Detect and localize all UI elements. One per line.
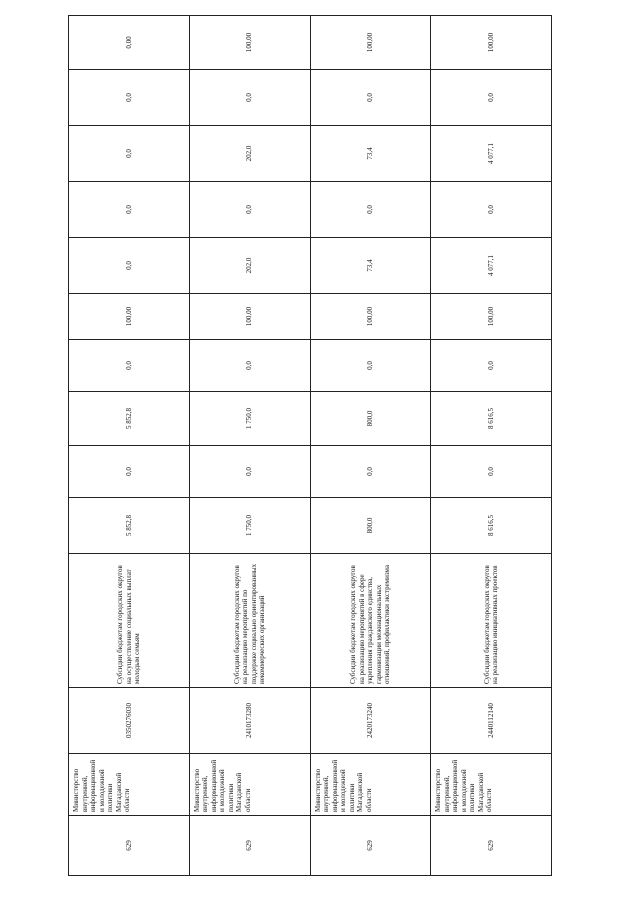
cell-code: 629 [189, 816, 310, 876]
cell-v2: 0,0 [310, 446, 431, 498]
cell-v10: 100,00 [431, 16, 552, 70]
cell-v2: 0,0 [69, 446, 190, 498]
cell-purpose: Субсидии бюджетам городских округов на осуществление социальных выплат молодым семьям [69, 554, 190, 688]
cell-v10: 0,00 [69, 16, 190, 70]
cell-ministry: Министерство внутренней, информационной и молодежной политики Магаданской области [69, 754, 190, 816]
cell-ministry: Министерство внутренней, информационной и молодежной политики Магаданской области [310, 754, 431, 816]
table-row [189, 16, 310, 876]
cell-purpose: Субсидии бюджетам городских округов на реализацию инициативных проектов [431, 554, 552, 688]
table-row [431, 16, 552, 876]
budget-table [68, 15, 552, 876]
cell-v1: 5 852,8 [69, 498, 190, 554]
cell-v4: 0,0 [431, 340, 552, 392]
cell-v9: 0,0 [431, 70, 552, 126]
cell-v4: 0,0 [189, 340, 310, 392]
cell-ministry: Министерство внутренней, информационной и молодежной политики Магаданской области [189, 754, 310, 816]
cell-v9: 0,0 [310, 70, 431, 126]
cell-purpose: Субсидии бюджетам городских округов на реализацию мероприятий в сфере укрепления гражданского единства, гармонизации межнациональных отношений, профилактики экстремизма [310, 554, 431, 688]
cell-v5: 100,00 [310, 294, 431, 340]
cell-kbk: 0350276030 [69, 688, 190, 754]
cell-v8: 202,0 [189, 126, 310, 182]
cell-v6: 0,0 [69, 238, 190, 294]
table-row [69, 16, 190, 876]
cell-v4: 0,0 [310, 340, 431, 392]
cell-v8: 4 077,1 [431, 126, 552, 182]
cell-v5: 100,00 [431, 294, 552, 340]
cell-v7: 0,0 [310, 182, 431, 238]
cell-v5: 100,00 [189, 294, 310, 340]
cell-v3: 5 852,8 [69, 392, 190, 446]
cell-v5: 100,00 [69, 294, 190, 340]
cell-ministry: Министерство внутренней, информационной и молодежной политики Магаданской области [431, 754, 552, 816]
cell-code: 629 [431, 816, 552, 876]
cell-v10: 100,00 [310, 16, 431, 70]
rotated-table-container [68, 32, 552, 876]
cell-v8: 73,4 [310, 126, 431, 182]
cell-v3: 8 616,5 [431, 392, 552, 446]
cell-v9: 0,0 [189, 70, 310, 126]
table-row [310, 16, 431, 876]
cell-v4: 0,0 [69, 340, 190, 392]
cell-v7: 0,0 [431, 182, 552, 238]
cell-kbk: 2410173280 [189, 688, 310, 754]
cell-code: 629 [69, 816, 190, 876]
cell-v6: 73,4 [310, 238, 431, 294]
cell-v7: 0,0 [189, 182, 310, 238]
cell-code: 629 [310, 816, 431, 876]
cell-v6: 4 077,1 [431, 238, 552, 294]
cell-v7: 0,0 [69, 182, 190, 238]
cell-v1: 800,0 [310, 498, 431, 554]
cell-purpose: Субсидии бюджетам городских округов на реализацию мероприятий по поддержке социально ориентированных некоммерческих организаций [189, 554, 310, 688]
cell-v2: 0,0 [431, 446, 552, 498]
cell-v8: 0,0 [69, 126, 190, 182]
cell-kbk: 2440112140 [431, 688, 552, 754]
cell-v9: 0,0 [69, 70, 190, 126]
cell-v2: 0,0 [189, 446, 310, 498]
cell-v3: 1 750,0 [189, 392, 310, 446]
cell-v1: 8 616,5 [431, 498, 552, 554]
cell-kbk: 2420173240 [310, 688, 431, 754]
cell-v1: 1 750,0 [189, 498, 310, 554]
cell-v3: 800,0 [310, 392, 431, 446]
cell-v10: 100,00 [189, 16, 310, 70]
cell-v6: 202,0 [189, 238, 310, 294]
